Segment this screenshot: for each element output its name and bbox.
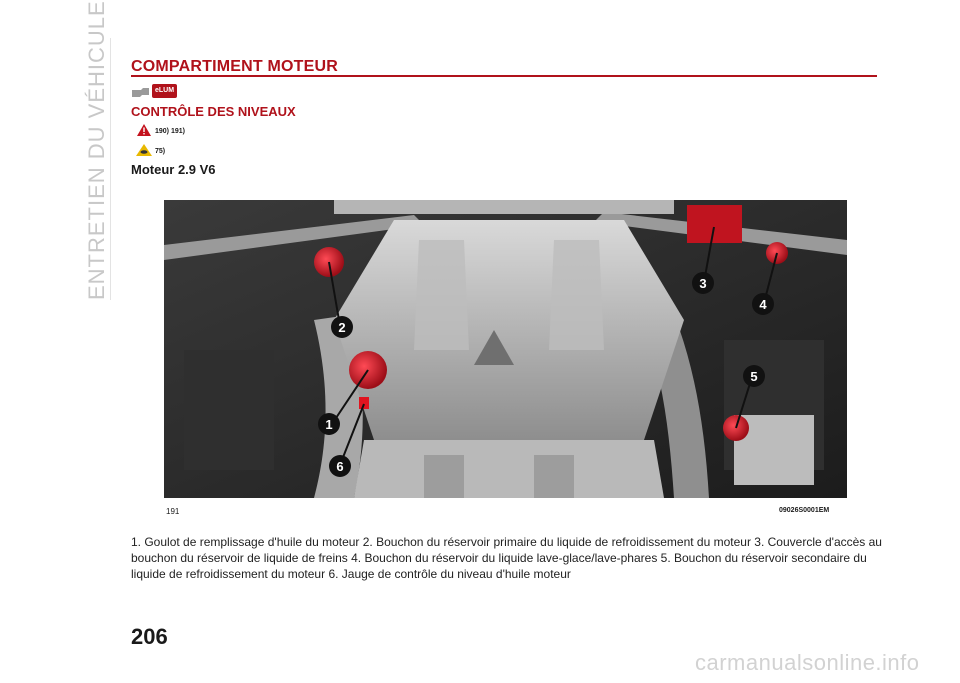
engine-bay-photo [164,200,847,498]
callout-1 [318,413,340,435]
warning-triangle-icon [137,124,151,136]
callout-4 [752,293,774,315]
svg-text:5: 5 [750,369,758,384]
figure-caption: 1. Goulot de remplissage d'huile du moteur 2. Bouchon du réservoir primaire du liquide de refroidissement du moteur 3. Couvercle d'accès au bouchon du réservoir de liquide de freins 4. Bouchon du réservoir du liquide lave-glace/lave-phares 5. Bouchon du réservoir secondaire du liquide de refroidissement du moteur 6. Jauge de contrôle du niveau d'huile moteur [131,535,882,581]
callout-6 [329,455,351,477]
callout-3 [692,272,714,294]
callout-5 [743,365,765,387]
side-divider [110,38,111,300]
pointing-hand-icon [131,86,151,98]
subsection-title: CONTRÔLE DES NIVEAUX [131,104,296,119]
warning-references: 190) 191) [155,128,185,135]
section-title: COMPARTIMENT MOTEUR [131,58,339,75]
callout-2 [331,316,353,338]
page-number: 206 [131,624,168,649]
section-rule [131,75,877,77]
caution-triangle-icon [136,144,152,156]
figure-number: 191 [166,507,180,516]
version-badge: eLUM [152,84,177,98]
svg-text:6: 6 [336,459,344,474]
svg-text:4: 4 [759,297,767,312]
caution-references: 75) [155,148,166,155]
svg-text:2: 2 [338,320,346,335]
engine-title: Moteur 2.9 V6 [131,162,216,177]
figure-code: 09026S0001EM [779,507,830,514]
svg-text:1: 1 [325,417,333,432]
watermark: carmanualsonline.info [695,650,920,675]
svg-text:3: 3 [699,276,707,291]
chapter-tab: ENTRETIEN DU VÉHICULE [84,0,109,300]
